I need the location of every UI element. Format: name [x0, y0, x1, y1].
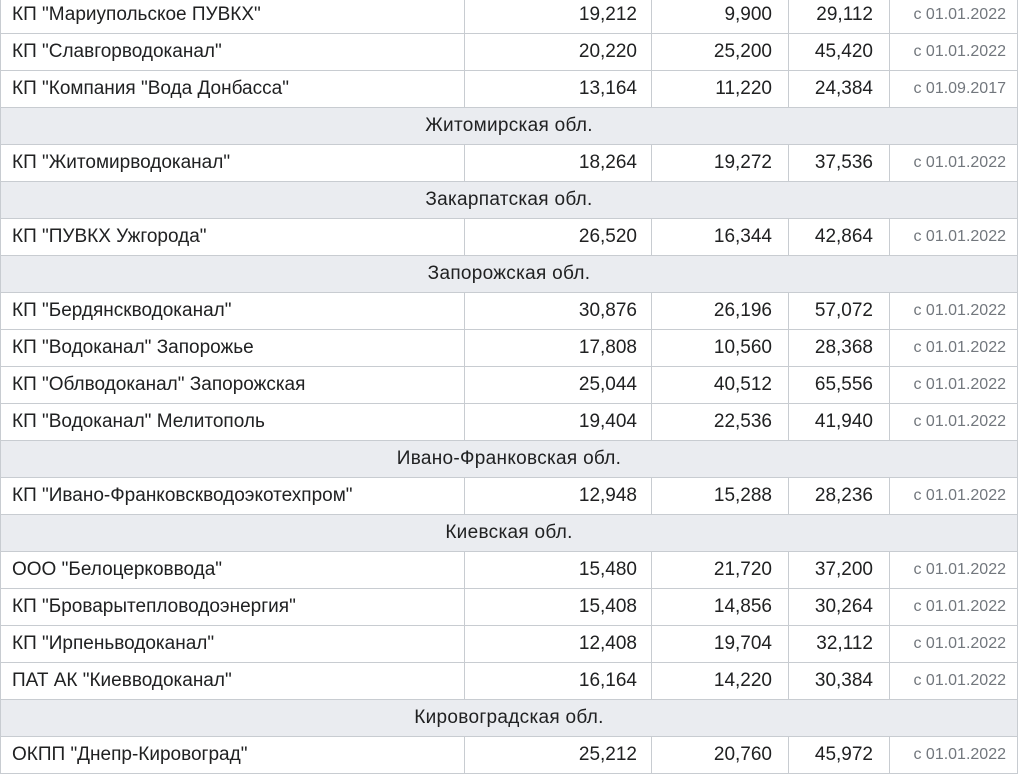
table-row: [1, 0, 1018, 34]
total-tariff: 32,112: [789, 626, 890, 663]
sewerage-tariff: 11,220: [652, 71, 789, 108]
total-tariff: 30,264: [789, 589, 890, 626]
table-row: [1, 219, 1018, 256]
total-tariff: 41,940: [789, 404, 890, 441]
region-header-row: [1, 515, 1018, 552]
region-name: Киевская обл.: [1, 515, 1018, 552]
total-tariff: 37,200: [789, 552, 890, 589]
sewerage-tariff: 20,760: [652, 737, 789, 774]
total-tariff: 29,112: [789, 0, 890, 34]
water-supply-tariff: 20,220: [465, 34, 652, 71]
water-supply-tariff: 18,264: [465, 145, 652, 182]
sewerage-tariff: 40,512: [652, 367, 789, 404]
sewerage-tariff: 16,344: [652, 219, 789, 256]
table-row: [1, 737, 1018, 774]
region-name: Житомирская обл.: [1, 108, 1018, 145]
organization-name: КП "Облводоканал" Запорожская: [1, 367, 465, 404]
water-supply-tariff: 12,948: [465, 478, 652, 515]
organization-name: КП "Славгорводоканал": [1, 34, 465, 71]
table-row: [1, 71, 1018, 108]
sewerage-tariff: 14,856: [652, 589, 789, 626]
water-supply-tariff: 26,520: [465, 219, 652, 256]
total-tariff: 42,864: [789, 219, 890, 256]
sewerage-tariff: 10,560: [652, 330, 789, 367]
sewerage-tariff: 21,720: [652, 552, 789, 589]
table-row: [1, 145, 1018, 182]
organization-name: КП "Бердянскводоканал": [1, 293, 465, 330]
effective-date: с 01.01.2022: [890, 34, 1018, 71]
table-row: [1, 367, 1018, 404]
total-tariff: 57,072: [789, 293, 890, 330]
water-supply-tariff: 12,408: [465, 626, 652, 663]
table-row: [1, 663, 1018, 700]
total-tariff: 28,368: [789, 330, 890, 367]
region-header-row: [1, 108, 1018, 145]
effective-date: с 01.01.2022: [890, 330, 1018, 367]
table-row: [1, 478, 1018, 515]
effective-date: с 01.01.2022: [890, 737, 1018, 774]
effective-date: с 01.01.2022: [890, 0, 1018, 34]
sewerage-tariff: 25,200: [652, 34, 789, 71]
water-supply-tariff: 16,164: [465, 663, 652, 700]
table-row: [1, 34, 1018, 71]
total-tariff: 37,536: [789, 145, 890, 182]
organization-name: КП "Компания "Вода Донбасса": [1, 71, 465, 108]
organization-name: ОКПП "Днепр-Кировоград": [1, 737, 465, 774]
region-header-row: [1, 182, 1018, 219]
effective-date: с 01.01.2022: [890, 293, 1018, 330]
table-row: [1, 293, 1018, 330]
water-supply-tariff: 25,044: [465, 367, 652, 404]
region-name: Закарпатская обл.: [1, 182, 1018, 219]
organization-name: КП "Водоканал" Запорожье: [1, 330, 465, 367]
total-tariff: 24,384: [789, 71, 890, 108]
water-supply-tariff: 15,480: [465, 552, 652, 589]
water-supply-tariff: 30,876: [465, 293, 652, 330]
organization-name: КП "ПУВКХ Ужгорода": [1, 219, 465, 256]
organization-name: ООО "Белоцерковвода": [1, 552, 465, 589]
tariff-table-body: [1, 0, 1018, 774]
sewerage-tariff: 14,220: [652, 663, 789, 700]
sewerage-tariff: 26,196: [652, 293, 789, 330]
region-name: Ивано-Франковская обл.: [1, 441, 1018, 478]
sewerage-tariff: 15,288: [652, 478, 789, 515]
region-name: Кировоградская обл.: [1, 700, 1018, 737]
organization-name: КП "Житомирводоканал": [1, 145, 465, 182]
sewerage-tariff: 22,536: [652, 404, 789, 441]
sewerage-tariff: 9,900: [652, 0, 789, 34]
effective-date: с 01.09.2017: [890, 71, 1018, 108]
region-name: Запорожская обл.: [1, 256, 1018, 293]
water-supply-tariff: 25,212: [465, 737, 652, 774]
table-row: [1, 626, 1018, 663]
table-row: [1, 552, 1018, 589]
effective-date: с 01.01.2022: [890, 145, 1018, 182]
water-supply-tariff: 19,404: [465, 404, 652, 441]
sewerage-tariff: 19,704: [652, 626, 789, 663]
organization-name: ПАТ АК "Киевводоканал": [1, 663, 465, 700]
organization-name: КП "Мариупольское ПУВКХ": [1, 0, 465, 34]
total-tariff: 30,384: [789, 663, 890, 700]
table-row: [1, 404, 1018, 441]
water-supply-tariff: 19,212: [465, 0, 652, 34]
table-row: [1, 330, 1018, 367]
organization-name: КП "Броварытепловодоэнергия": [1, 589, 465, 626]
effective-date: с 01.01.2022: [890, 663, 1018, 700]
region-header-row: [1, 700, 1018, 737]
water-supply-tariff: 13,164: [465, 71, 652, 108]
water-supply-tariff: 15,408: [465, 589, 652, 626]
region-header-row: [1, 256, 1018, 293]
total-tariff: 28,236: [789, 478, 890, 515]
effective-date: с 01.01.2022: [890, 589, 1018, 626]
total-tariff: 45,420: [789, 34, 890, 71]
effective-date: с 01.01.2022: [890, 367, 1018, 404]
organization-name: КП "Ивано-Франковскводоэкотехпром": [1, 478, 465, 515]
effective-date: с 01.01.2022: [890, 404, 1018, 441]
effective-date: с 01.01.2022: [890, 219, 1018, 256]
effective-date: с 01.01.2022: [890, 478, 1018, 515]
region-header-row: [1, 441, 1018, 478]
water-supply-tariff: 17,808: [465, 330, 652, 367]
effective-date: с 01.01.2022: [890, 626, 1018, 663]
total-tariff: 45,972: [789, 737, 890, 774]
organization-name: КП "Водоканал" Мелитополь: [1, 404, 465, 441]
sewerage-tariff: 19,272: [652, 145, 789, 182]
total-tariff: 65,556: [789, 367, 890, 404]
effective-date: с 01.01.2022: [890, 552, 1018, 589]
table-row: [1, 589, 1018, 626]
organization-name: КП "Ирпеньводоканал": [1, 626, 465, 663]
